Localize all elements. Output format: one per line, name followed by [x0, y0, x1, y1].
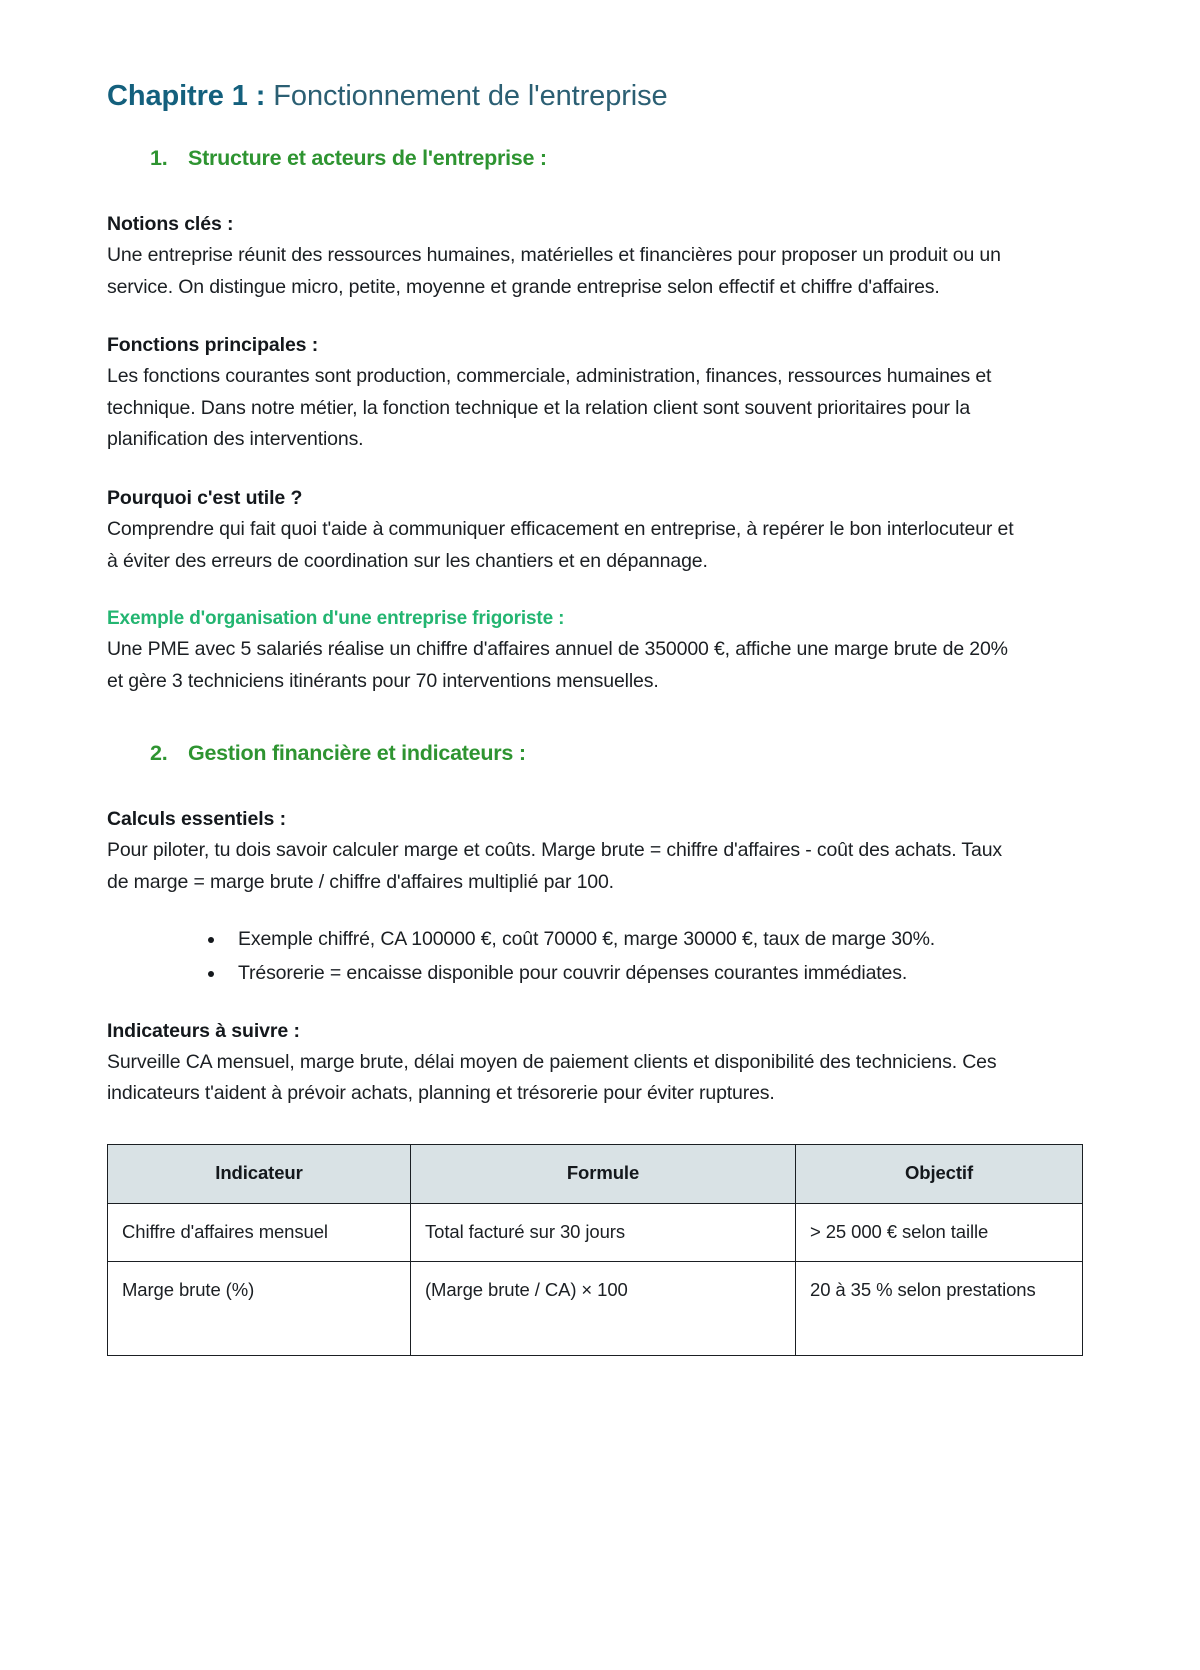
- paragraph-notions-cles: Une entreprise réunit des ressources humaines, matérielles et financières pour proposer un produit ou un service. On distingue micro, petite, moyenne et grande entreprise selon effectif et chiffre d'affaires.: [107, 244, 1001, 298]
- table-row: [108, 1262, 1083, 1356]
- cell-formule: (Marge brute / CA) × 100: [411, 1262, 796, 1356]
- subheading-fonctions-principales: Fonctions principales :: [107, 334, 319, 357]
- subheading-exemple-organisation: Exemple d'organisation d'une entreprise frigoriste :: [107, 608, 565, 630]
- cell-indicateur: Chiffre d'affaires mensuel: [108, 1203, 411, 1262]
- bullet-list: [107, 924, 1062, 989]
- page-title: [107, 78, 1095, 115]
- paragraph-exemple-organisation: Une PME avec 5 salariés réalise un chiffre d'affaires annuel de 350000 €, affiche une marge brute de 20% et gère 3 techniciens itinérants pour 70 interventions mensuelles.: [107, 638, 1008, 692]
- content-block-notions-cles: [107, 213, 1095, 303]
- paragraph-calculs-essentiels: Pour piloter, tu dois savoir calculer marge et coûts. Marge brute = chiffre d'affaires - coût des achats. Taux de marge = marge brute / chiffre d'affaires multiplié par 100.: [107, 839, 1002, 893]
- page-title-rest: Fonctionnement de l'entreprise: [265, 80, 668, 112]
- subheading-calculs-essentiels: Calculs essentiels :: [107, 808, 287, 831]
- paragraph-fonctions-principales: Les fonctions courantes sont production, commerciale, administration, finances, ressources humaines et technique. Dans notre métier, la fonction technique et la relation client sont souvent prioritaires pour la planification des interventions.: [107, 365, 992, 451]
- table-header-formule: Formule: [411, 1144, 796, 1203]
- content-block-pourquoi-utile: [107, 487, 1095, 577]
- section-heading-1: [107, 146, 1095, 171]
- content-block-calculs-essentiels: [107, 808, 1095, 898]
- section-number-2: 2.: [150, 741, 168, 766]
- section-title-2: Gestion financière et indicateurs :: [188, 741, 526, 766]
- table-header-indicateur: Indicateur: [108, 1144, 411, 1203]
- table-row: [108, 1203, 1083, 1262]
- section-heading-2: [107, 741, 1095, 766]
- cell-formule: Total facturé sur 30 jours: [411, 1203, 796, 1262]
- content-block-exemple-organisation: [107, 608, 1095, 697]
- table-header-row: [108, 1144, 1083, 1203]
- paragraph-indicateurs-a-suivre: Surveille CA mensuel, marge brute, délai moyen de paiement clients et disponibilité des techniciens. Ces indicateurs t'aident à prévoir achats, planning et trésorerie pour éviter ruptures.: [107, 1050, 997, 1105]
- content-block-indicateurs-a-suivre: [107, 1020, 1095, 1110]
- table-header-objectif: Objectif: [796, 1144, 1083, 1203]
- page-title-prefix: Chapitre 1 :: [107, 80, 266, 112]
- paragraph-pourquoi-utile: Comprendre qui fait quoi t'aide à communiquer efficacement en entreprise, à repérer le bon interlocuteur et à éviter des erreurs de coordination sur les chantiers et en dépannage.: [107, 518, 1014, 572]
- cell-objectif: > 25 000 € selon taille: [796, 1203, 1083, 1262]
- list-item: Exemple chiffré, CA 100000 €, coût 70000 €, marge 30000 €, taux de marge 30%.: [202, 924, 1062, 956]
- subheading-indicateurs-a-suivre: Indicateurs à suivre :: [107, 1019, 300, 1042]
- cell-indicateur: Marge brute (%): [108, 1262, 411, 1356]
- indicators-table: [107, 1144, 1083, 1357]
- subheading-pourquoi-utile: Pourquoi c'est utile ?: [107, 487, 303, 509]
- table-body: [108, 1203, 1083, 1356]
- content-block-fonctions-principales: [107, 334, 1095, 456]
- table-header: [108, 1144, 1083, 1203]
- cell-objectif: 20 à 35 % selon prestations: [796, 1262, 1083, 1356]
- subheading-notions-cles: Notions clés :: [107, 213, 234, 236]
- section-number-1: 1.: [150, 146, 168, 171]
- list-item: Trésorerie = encaisse disponible pour couvrir dépenses courantes immédiates.: [202, 958, 1062, 990]
- section-title-1: Structure et acteurs de l'entreprise :: [188, 146, 547, 171]
